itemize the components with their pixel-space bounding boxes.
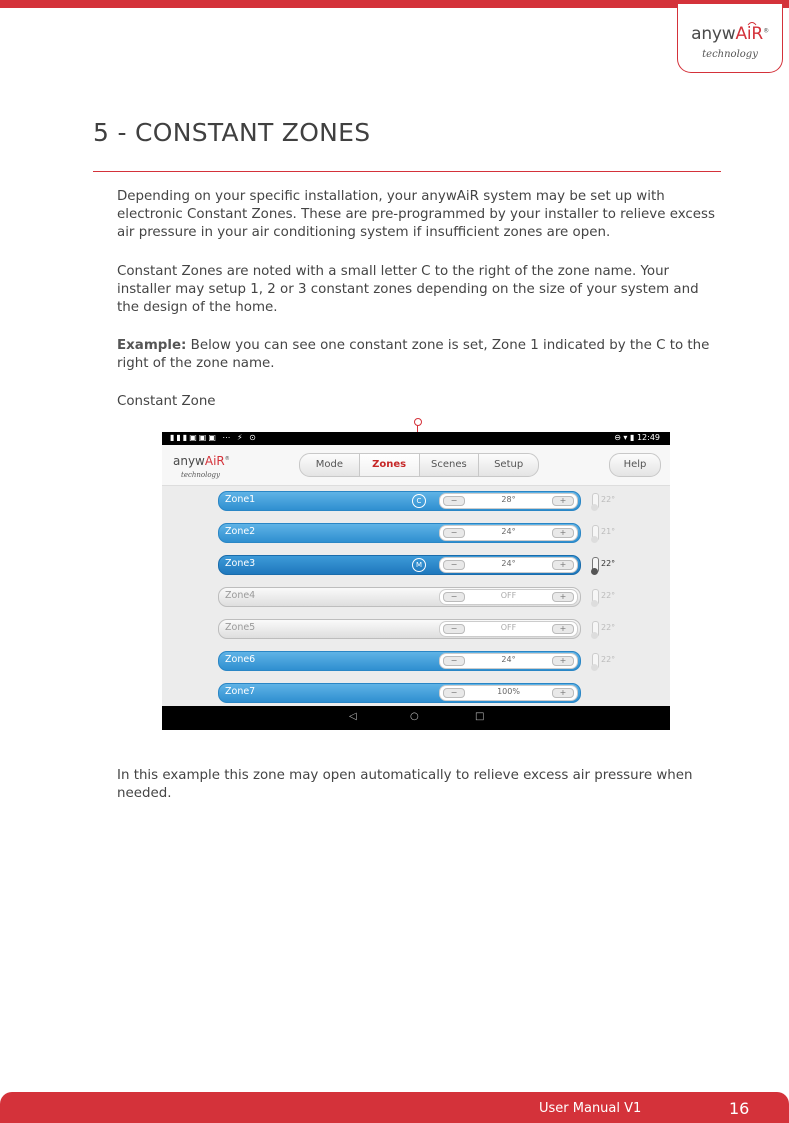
zone-row-6[interactable] <box>218 651 581 671</box>
paragraph-example <box>117 337 721 373</box>
zone-setpoint-control <box>439 621 578 637</box>
paragraph-explanation: In this example this zone may open automatically to relieve excess air pressure when needed. <box>117 768 693 801</box>
footer-label: User Manual V1 <box>539 1101 642 1116</box>
tab-zones[interactable]: Zones <box>360 454 420 476</box>
zone-setpoint-control <box>439 525 578 541</box>
top-accent-bar <box>0 0 789 8</box>
thermometer-icon <box>592 557 599 573</box>
logo-tagline: technology <box>702 49 758 60</box>
brand-logo <box>677 4 783 73</box>
thermometer-icon <box>592 525 599 541</box>
zone-name: Zone3 <box>225 558 256 569</box>
status-icons-right: ⊖ ▾ ▮ 12:49 <box>614 433 660 442</box>
zone-setpoint-control <box>439 589 578 605</box>
zone-row-7[interactable] <box>218 683 581 703</box>
increase-button[interactable]: + <box>552 624 574 634</box>
zone-name: Zone7 <box>225 686 256 697</box>
decrease-button[interactable]: − <box>443 496 465 506</box>
zone-name: Zone5 <box>225 622 256 633</box>
paragraph-constant-zones: Constant Zones are noted with a small letter C to the right of the zone name. Your installer may setup 1, 2 or 3 constant zones depending on the size of your system and the design of the home. <box>117 264 699 315</box>
recent-apps-icon[interactable]: □ <box>475 711 485 722</box>
master-zone-badge: M <box>412 558 426 572</box>
zone-temperature: 22° <box>601 623 616 632</box>
app-tabs <box>299 453 539 477</box>
zone-setpoint: 24° <box>501 559 516 568</box>
zone-setpoint-control <box>439 685 578 701</box>
zone-setpoint-control <box>439 557 578 573</box>
page-number: 16 <box>729 1099 750 1118</box>
zone-temperature: 22° <box>601 655 616 664</box>
status-icons-left: ▮▮▮▣▣▣ ⋯ ⚡ ⊙ <box>170 433 258 442</box>
android-nav-bar <box>162 706 670 730</box>
zone-temperature: 21° <box>601 527 616 536</box>
thermometer-icon <box>592 589 599 605</box>
title-divider <box>93 171 721 172</box>
zone-row-4[interactable] <box>218 587 581 607</box>
thermometer-icon <box>592 653 599 669</box>
paragraph-intro: Depending on your specific installation, your anywAiR system may be set up with electronic Constant Zones. These are pre-programmed by your installer to relieve excess air pressure in your air conditioning system if insufficient zones are open. <box>117 189 715 240</box>
home-icon[interactable]: ○ <box>410 711 419 722</box>
zone-name: Zone4 <box>225 590 256 601</box>
zone-temperature: 22° <box>601 495 616 504</box>
example-label: Example: <box>117 338 187 353</box>
thermometer-icon <box>592 621 599 637</box>
decrease-button[interactable]: − <box>443 560 465 570</box>
zone-setpoint: 28° <box>501 495 516 504</box>
increase-button[interactable]: + <box>552 560 574 570</box>
page-title: 5 - CONSTANT ZONES <box>93 118 371 147</box>
zone-temperature: 22° <box>601 559 616 568</box>
decrease-button[interactable]: − <box>443 688 465 698</box>
callout-dot <box>414 418 422 426</box>
decrease-button[interactable]: − <box>443 528 465 538</box>
increase-button[interactable]: + <box>552 656 574 666</box>
app-screenshot <box>162 432 670 730</box>
app-header <box>162 445 670 486</box>
tab-mode[interactable]: Mode <box>300 454 360 476</box>
screenshot-caption: Constant Zone <box>117 394 216 409</box>
status-bar <box>162 432 670 445</box>
logo-wordmark: anywAiR® <box>691 24 769 44</box>
tab-scenes[interactable]: Scenes <box>420 454 480 476</box>
thermometer-icon <box>592 493 599 509</box>
zone-row-2[interactable] <box>218 523 581 543</box>
zone-setpoint: 100% <box>497 687 520 696</box>
increase-button[interactable]: + <box>552 528 574 538</box>
decrease-button[interactable]: − <box>443 624 465 634</box>
zone-row-1[interactable] <box>218 491 581 511</box>
increase-button[interactable]: + <box>552 496 574 506</box>
zone-setpoint: 24° <box>501 527 516 536</box>
app-logo-tagline: technology <box>181 471 220 479</box>
constant-zone-badge: C <box>412 494 426 508</box>
zone-row-3[interactable] <box>218 555 581 575</box>
zone-row-5[interactable] <box>218 619 581 639</box>
zone-name: Zone2 <box>225 526 256 537</box>
zone-setpoint: 24° <box>501 655 516 664</box>
increase-button[interactable]: + <box>552 592 574 602</box>
zone-setpoint: OFF <box>500 623 517 632</box>
app-logo: anywAiR® <box>173 454 230 468</box>
back-icon[interactable]: ◁ <box>349 711 357 722</box>
decrease-button[interactable]: − <box>443 656 465 666</box>
zone-name: Zone1 <box>225 494 256 505</box>
zone-setpoint-control <box>439 493 578 509</box>
zone-setpoint: OFF <box>500 591 517 600</box>
footer-bar <box>0 1092 789 1123</box>
example-text: Below you can see one constant zone is set, Zone 1 indicated by the C to the right of the zone name. <box>117 338 710 371</box>
increase-button[interactable]: + <box>552 688 574 698</box>
tab-setup[interactable]: Setup <box>494 459 524 470</box>
decrease-button[interactable]: − <box>443 592 465 602</box>
zone-name: Zone6 <box>225 654 256 665</box>
zone-temperature: 22° <box>601 591 616 600</box>
zone-setpoint-control <box>439 653 578 669</box>
help-button[interactable]: Help <box>609 453 661 477</box>
